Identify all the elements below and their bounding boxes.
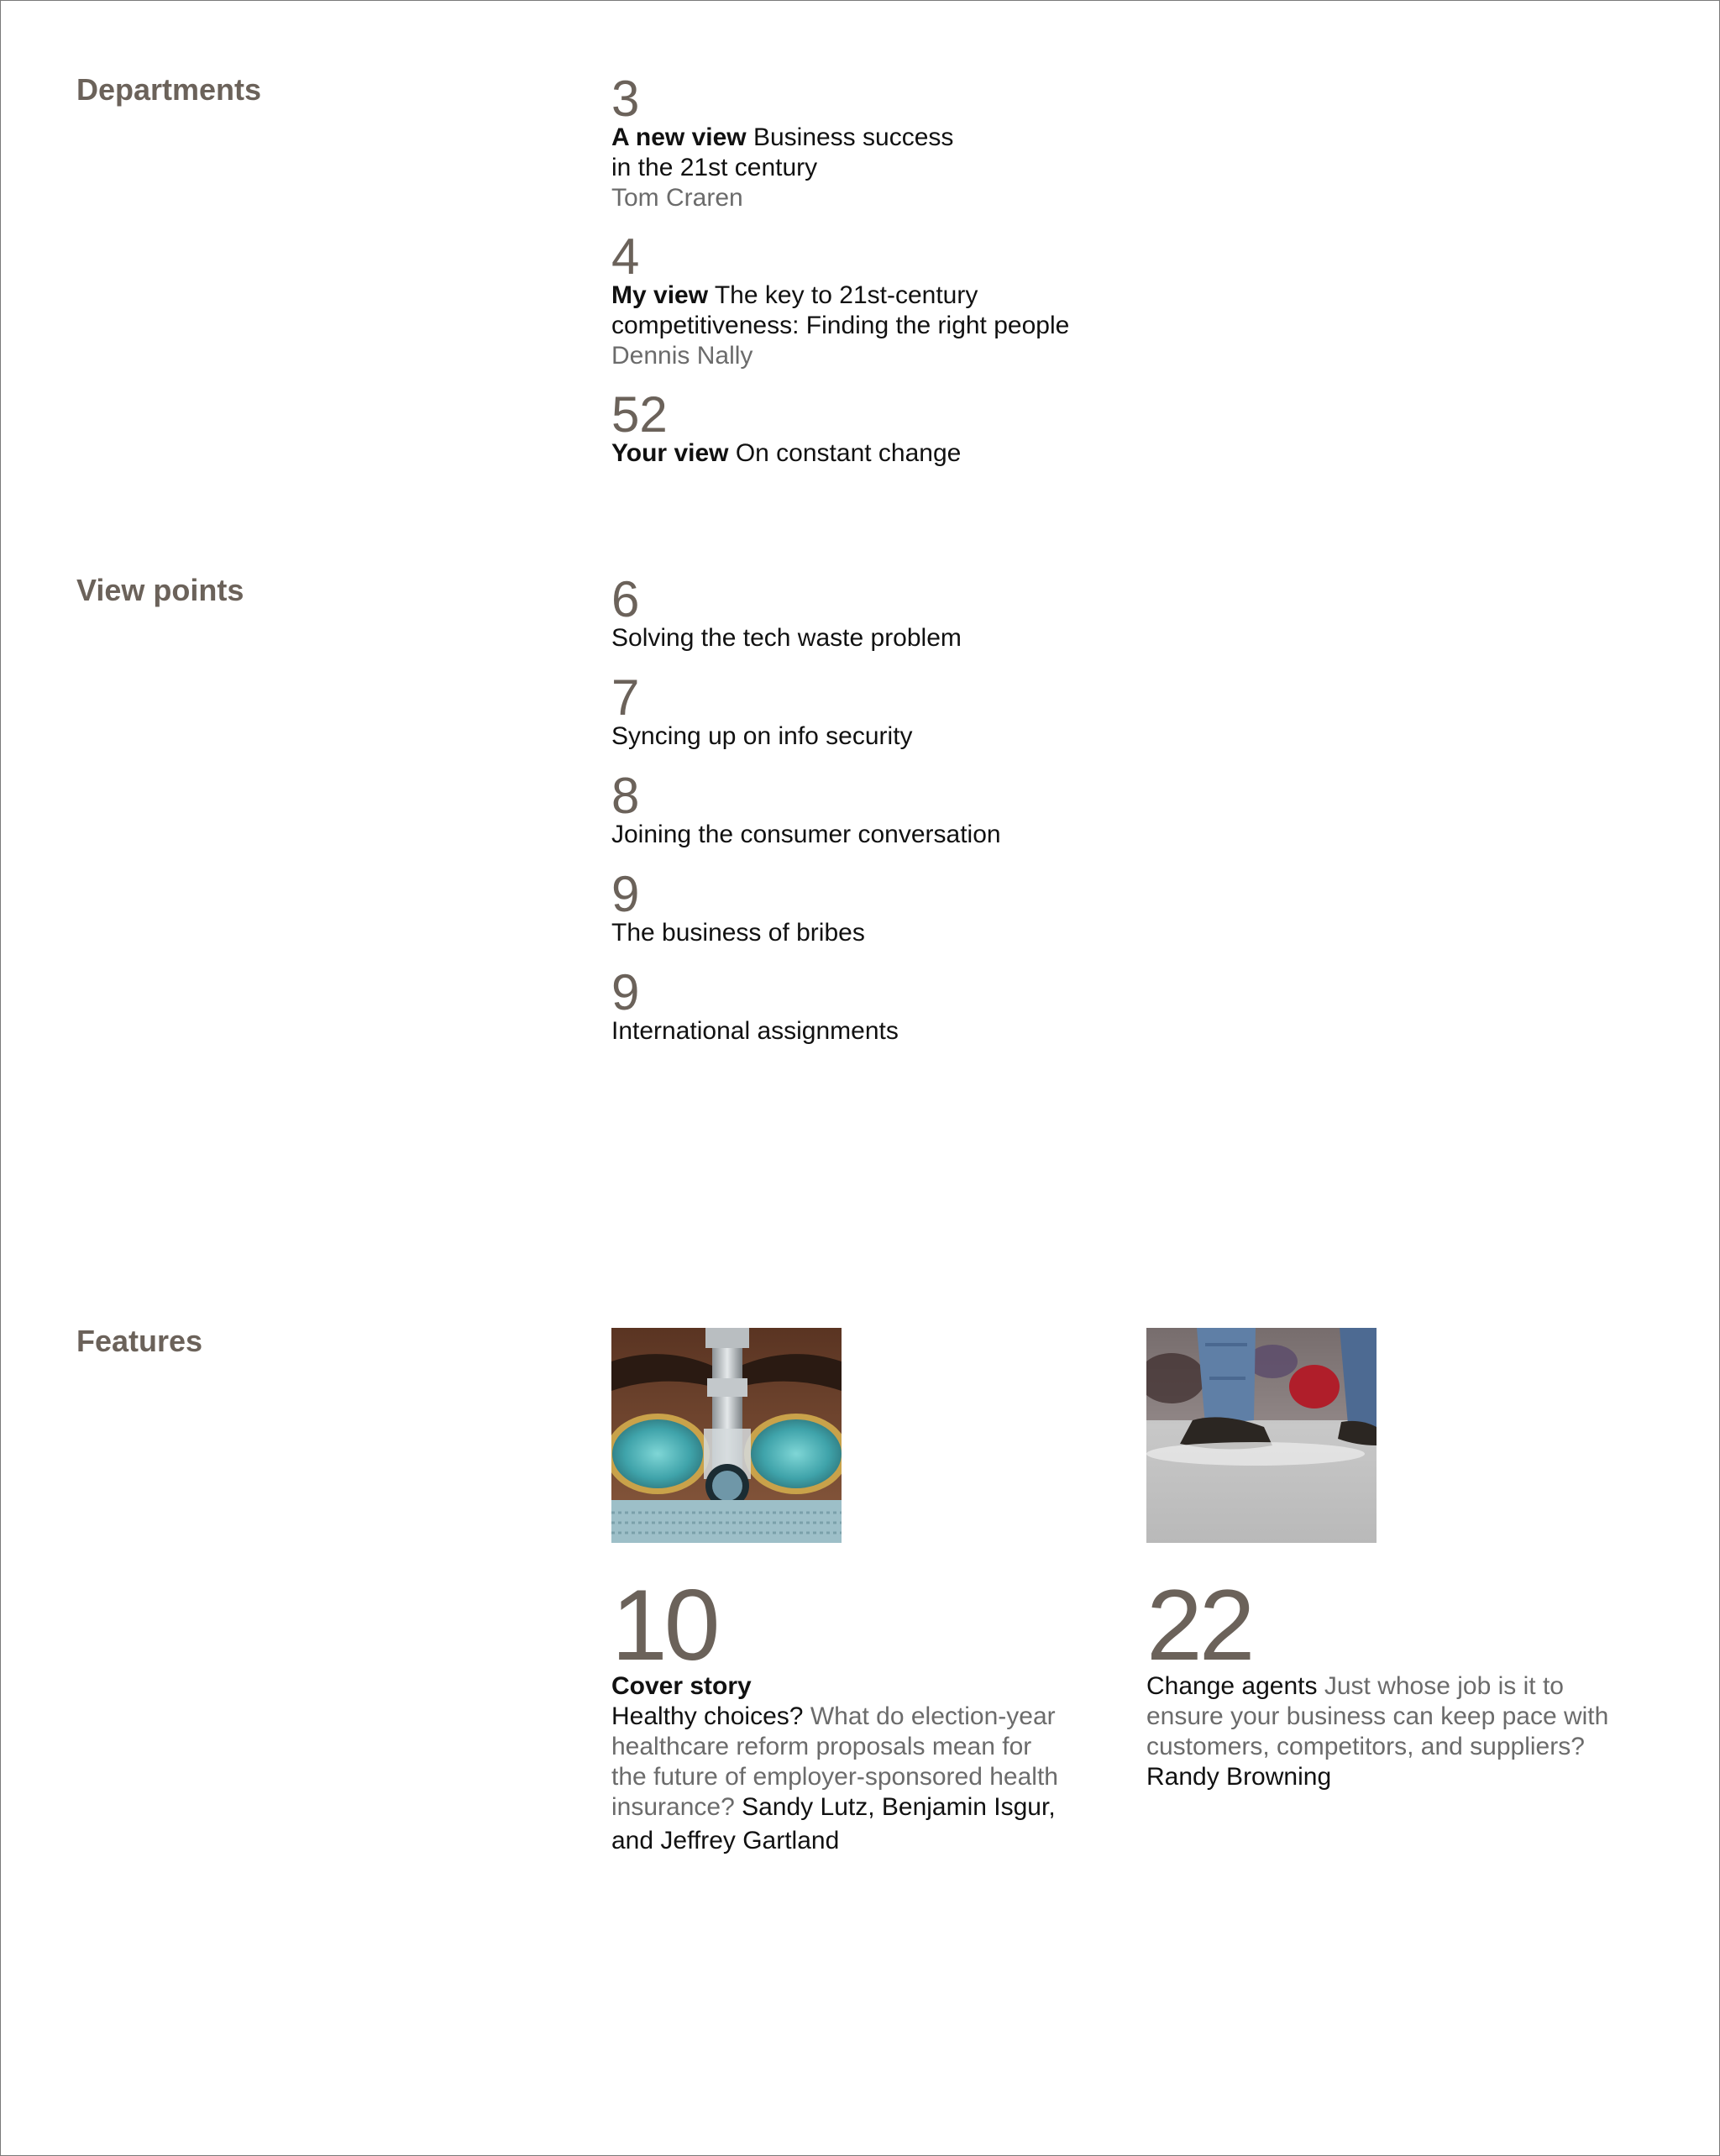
page-number: 3 bbox=[611, 71, 640, 127]
walking-feet-image bbox=[1146, 1328, 1377, 1543]
toc-entry-international-assignments[interactable] bbox=[611, 964, 1115, 1047]
feature-title: Healthy choices? bbox=[611, 1702, 804, 1730]
entry-text: On constant change bbox=[735, 439, 962, 467]
toc-entry-my-view[interactable] bbox=[611, 228, 1115, 371]
feature-desc: Just whose job is it to bbox=[1324, 1672, 1564, 1700]
feature-desc-line2: healthcare reform proposals mean for bbox=[611, 1733, 1032, 1760]
feature-title: Change agents bbox=[1146, 1672, 1318, 1700]
feature-desc-line3: customers, competitors, and suppliers? bbox=[1146, 1733, 1585, 1760]
feature-desc-line3: the future of employer-sponsored health bbox=[611, 1763, 1058, 1791]
entry-title: Your view bbox=[611, 439, 729, 467]
entry-text: Business success bbox=[752, 123, 954, 151]
toc-entry-consumer-conversation[interactable] bbox=[611, 768, 1115, 850]
entry-text: Solving the tech waste problem bbox=[611, 624, 962, 652]
toc-entry-info-security[interactable] bbox=[611, 669, 1115, 752]
view-points-heading: View points bbox=[76, 573, 244, 607]
page-number: 6 bbox=[611, 571, 640, 627]
departments-heading: Departments bbox=[76, 72, 262, 107]
features-heading: Features bbox=[76, 1324, 203, 1358]
feature-cover-story[interactable] bbox=[611, 1569, 1099, 1856]
entry-author: Dennis Nally bbox=[611, 342, 753, 370]
entry-text: Joining the consumer conversation bbox=[611, 821, 1001, 848]
feature-authors-line2: and Jeffrey Gartland bbox=[611, 1827, 840, 1854]
entry-text: The business of bribes bbox=[611, 919, 865, 947]
entry-author: Tom Craren bbox=[611, 184, 743, 212]
toc-entry-your-view[interactable] bbox=[611, 386, 1115, 469]
entry-line bbox=[611, 281, 1115, 311]
page-number: 10 bbox=[611, 1569, 717, 1681]
page-number: 7 bbox=[611, 669, 640, 726]
feature-author: Randy Browning bbox=[1146, 1763, 1332, 1791]
page-number: 52 bbox=[611, 386, 668, 443]
toc-entry-tech-waste[interactable] bbox=[611, 571, 1115, 653]
entry-text-line2: competitiveness: Finding the right people bbox=[611, 312, 1070, 339]
feature-change-agents[interactable] bbox=[1146, 1569, 1633, 1792]
entry-text: The key to 21st-century bbox=[714, 281, 978, 309]
page-number: 22 bbox=[1146, 1569, 1252, 1681]
entry-title: A new view bbox=[611, 123, 747, 151]
surgeon-loupes-image bbox=[611, 1328, 842, 1543]
cover-story-photo[interactable] bbox=[611, 1328, 842, 1543]
page-number: 9 bbox=[611, 964, 640, 1020]
toc-entry-a-new-view[interactable] bbox=[611, 71, 1115, 213]
page-number: 9 bbox=[611, 866, 640, 922]
entry-title: My view bbox=[611, 281, 709, 309]
feature-desc: What do election-year bbox=[810, 1702, 1056, 1730]
feature-desc-line2: ensure your business can keep pace with bbox=[1146, 1702, 1609, 1730]
entry-text: Syncing up on info security bbox=[611, 722, 913, 750]
change-agents-photo[interactable] bbox=[1146, 1328, 1377, 1543]
toc-entry-bribes[interactable] bbox=[611, 866, 1115, 948]
feature-desc-line4: insurance? bbox=[611, 1793, 735, 1821]
feature-authors: Sandy Lutz, Benjamin Isgur, bbox=[742, 1793, 1056, 1821]
page-number: 4 bbox=[611, 228, 640, 285]
page-number: 8 bbox=[611, 768, 640, 824]
feature-kicker: Cover story bbox=[611, 1672, 752, 1700]
entry-line bbox=[611, 438, 1115, 469]
entry-text-line2: in the 21st century bbox=[611, 154, 818, 181]
entry-text: International assignments bbox=[611, 1017, 899, 1045]
entry-line bbox=[611, 123, 1115, 153]
